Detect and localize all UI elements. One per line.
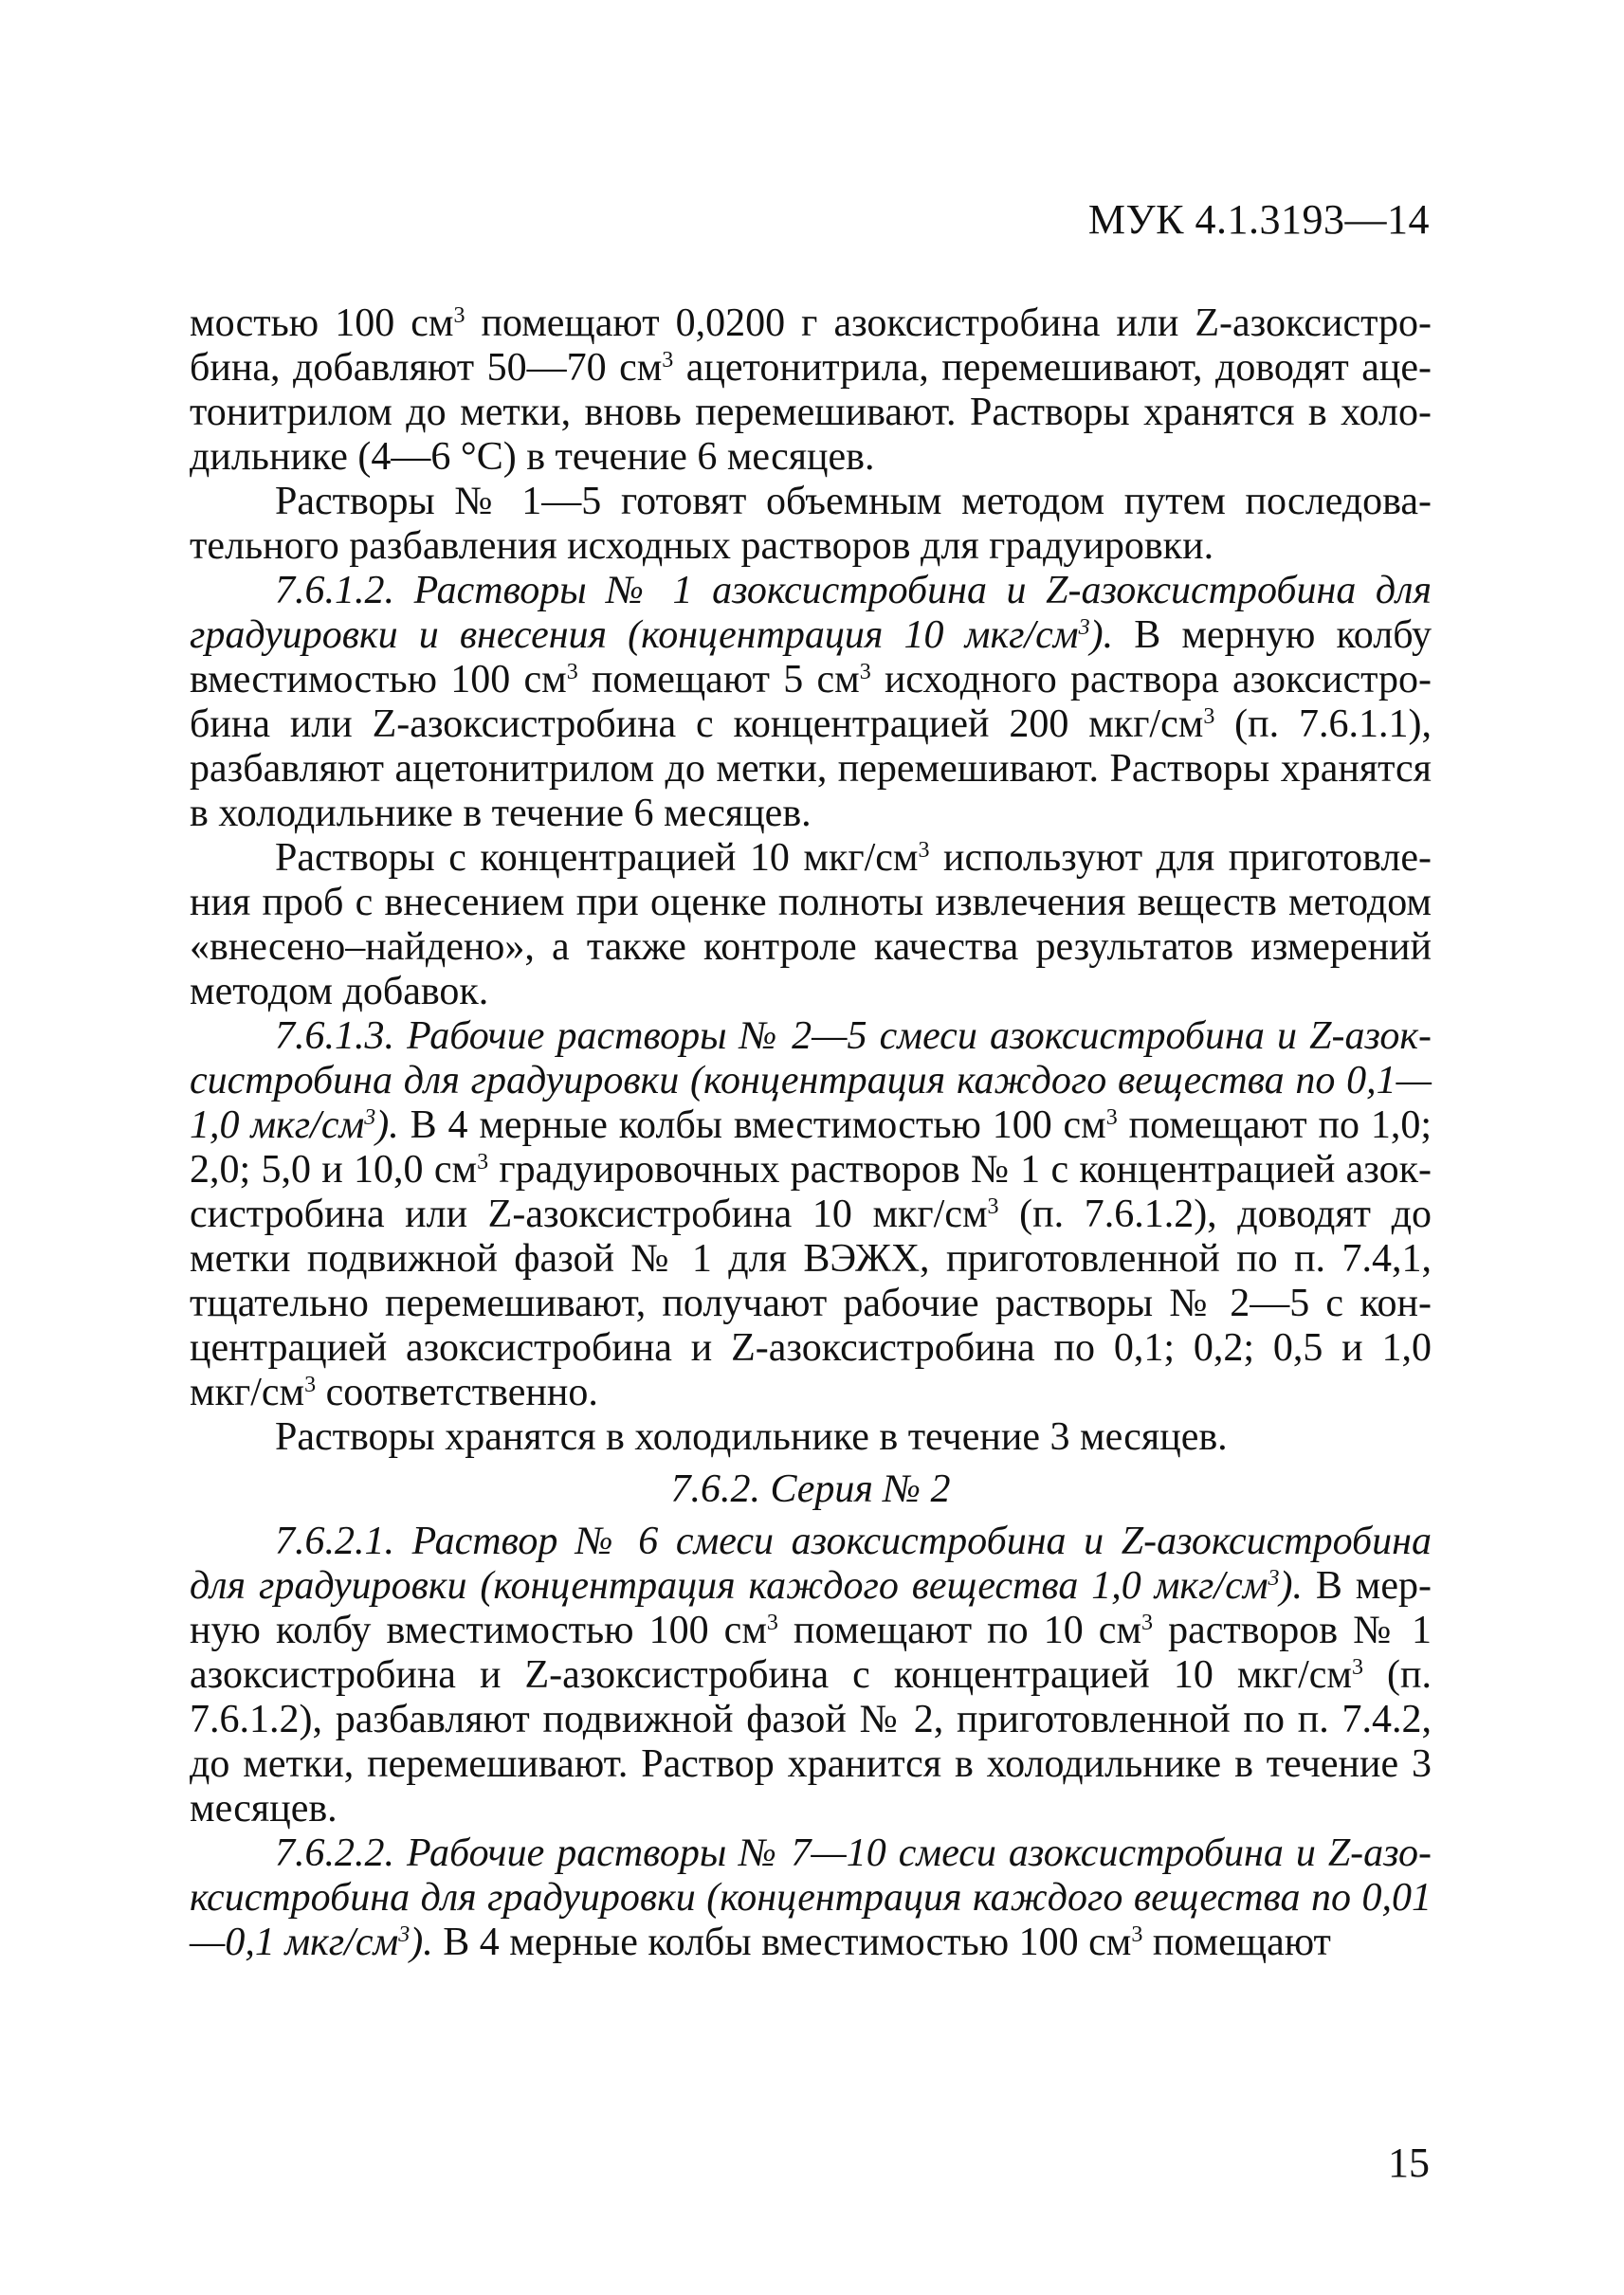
text-run: соответственно.	[316, 1371, 598, 1414]
text-run: исходного раствора азоксистробина или Z-азоксистробина с концентрацией 200 мкг/см	[190, 658, 1432, 746]
text-run: В 4 мерные колбы вместимостью 100 см	[398, 1103, 1106, 1147]
text-run: помещают 0,0200 г азоксистробина или Z-азоксистробина, добавляют 50—70 см	[190, 301, 1432, 390]
text-run: ацетонитрила, перемешивают, доводят ацетонитрилом до метки, вновь перемешивают. Растворы хранятся в холодильнике (4—6 °С) в течение 6 месяцев.	[190, 346, 1432, 479]
italic-heading-run: 7.6.1.2. Растворы № 1 азоксистробина и Z-азоксистробина для градуировки и внесения (концентрация 10 мкг/см	[190, 569, 1432, 657]
italic-heading-run: 7.6.2.2. Рабочие растворы № 7—10 смеси азоксистробина и Z-азоксистробина для градуировки (концентрация каждого вещества по 0,01—0,1 мкг/см	[190, 1831, 1432, 1964]
italic-heading-run: ).	[410, 1921, 433, 1964]
superscript: 3	[1078, 615, 1090, 640]
paragraph-7-6-2-2	[190, 1831, 1432, 1965]
italic-heading-run: ).	[1089, 613, 1114, 657]
italic-heading-run: 7.6.2.1. Раствор № 6 смеси азоксистробина и Z-азоксистробина для градуировки (концентрация каждого вещества 1,0 мкг/см	[190, 1520, 1432, 1608]
superscript: 3	[1131, 1922, 1143, 1947]
text-run: градуировочных растворов № 1 с концентрацией азоксистробина или Z-азоксистробина 10 мкг/см	[190, 1148, 1432, 1236]
superscript: 3	[398, 1922, 411, 1947]
section-heading-series-2: 7.6.2. Серия № 2	[670, 1467, 951, 1511]
italic-heading-run: 7.6.1.3. Рабочие растворы № 2—5 смеси азоксистробина и Z-азоксистробина для градуировки (концентрация каждого вещества по 0,1—1,0 мкг/см	[190, 1014, 1432, 1147]
italic-heading-run: ).	[1279, 1564, 1304, 1608]
superscript: 3	[1351, 1655, 1363, 1680]
text-run: (п. 7.6.1.2), разбавляют подвижной фазой № 2, приготовленной по п. 7.4.2, до метки, перемешивают. Раствор хранится в холодильнике в течение 3 месяцев.	[190, 1653, 1432, 1831]
superscript: 3	[859, 660, 871, 684]
superscript: 3	[918, 838, 930, 863]
paragraph-10-mkg-usage	[190, 836, 1432, 1014]
superscript: 3	[364, 1105, 376, 1130]
text-run: Растворы с концентрацией 10 мкг/см	[275, 836, 919, 880]
superscript: 3	[566, 660, 578, 684]
paragraph-continuation	[190, 301, 1432, 480]
italic-heading-run: ).	[375, 1103, 399, 1147]
text-run: В 4 мерные колбы вместимостью 100 см	[432, 1921, 1132, 1964]
superscript: 3	[1203, 704, 1215, 729]
superscript: 3	[987, 1194, 999, 1219]
superscript: 3	[1141, 1611, 1154, 1635]
text-run: В мерную колбу вместимостью 100 см	[190, 1564, 1432, 1652]
text-run: мостью 100 см	[190, 301, 454, 345]
document-code-header: МУК 4.1.3193—14	[1087, 196, 1430, 243]
text-run: помещают 5 см	[577, 658, 860, 701]
text-run: помещают по 1,0; 2,0; 5,0 и 10,0 см	[190, 1103, 1432, 1192]
paragraph-storage-3-months: Растворы хранятся в холодильнике в течение 3 месяцев.	[275, 1415, 1228, 1459]
paragraph-solutions-1-5: Растворы № 1—5 готовят объемным методом путем последовательного разбавления исходных растворов для градуировки.	[190, 480, 1432, 568]
paragraph-7-6-1-3	[190, 1014, 1432, 1415]
text-run: (п. 7.6.1.2), доводят до метки подвижной фазой № 1 для ВЭЖХ, приготовленной по п. 7.4,1, тщательно перемешивают, получают рабочие растворы № 2—5 с концентрацией азоксистробина и Z-азоксистробина по 0,1; 0,2; 0,5 и 1,0 мкг/см	[190, 1193, 1432, 1414]
superscript: 3	[477, 1150, 489, 1175]
text-run: (п. 7.6.1.1), разбавляют ацетонитрилом до метки, перемешивают. Растворы хранятся в холодильнике в течение 6 месяцев.	[190, 702, 1432, 835]
paragraph-7-6-1-2	[190, 569, 1432, 836]
text-run: В мерную колбу вместимостью 100 см	[190, 613, 1432, 701]
paragraph-7-6-2-1	[190, 1520, 1432, 1831]
page-number: 15	[1388, 2140, 1430, 2186]
superscript: 3	[1268, 1566, 1280, 1591]
superscript: 3	[662, 348, 674, 373]
superscript: 3	[453, 303, 465, 328]
document-body	[190, 301, 1432, 1965]
superscript: 3	[766, 1611, 778, 1635]
text-run: растворов № 1 азоксистробина и Z-азоксистробина с концентрацией 10 мкг/см	[190, 1609, 1432, 1697]
text-run: используют для приготовления проб с внесением при оценке полноты извлечения веществ методом «внесено–найдено», а также контроле качества результатов измерений методом добавок.	[190, 836, 1432, 1013]
text-run: помещают по 10 см	[777, 1609, 1142, 1652]
superscript: 3	[304, 1373, 317, 1397]
superscript: 3	[1105, 1105, 1118, 1130]
text-run: помещают	[1142, 1921, 1331, 1964]
